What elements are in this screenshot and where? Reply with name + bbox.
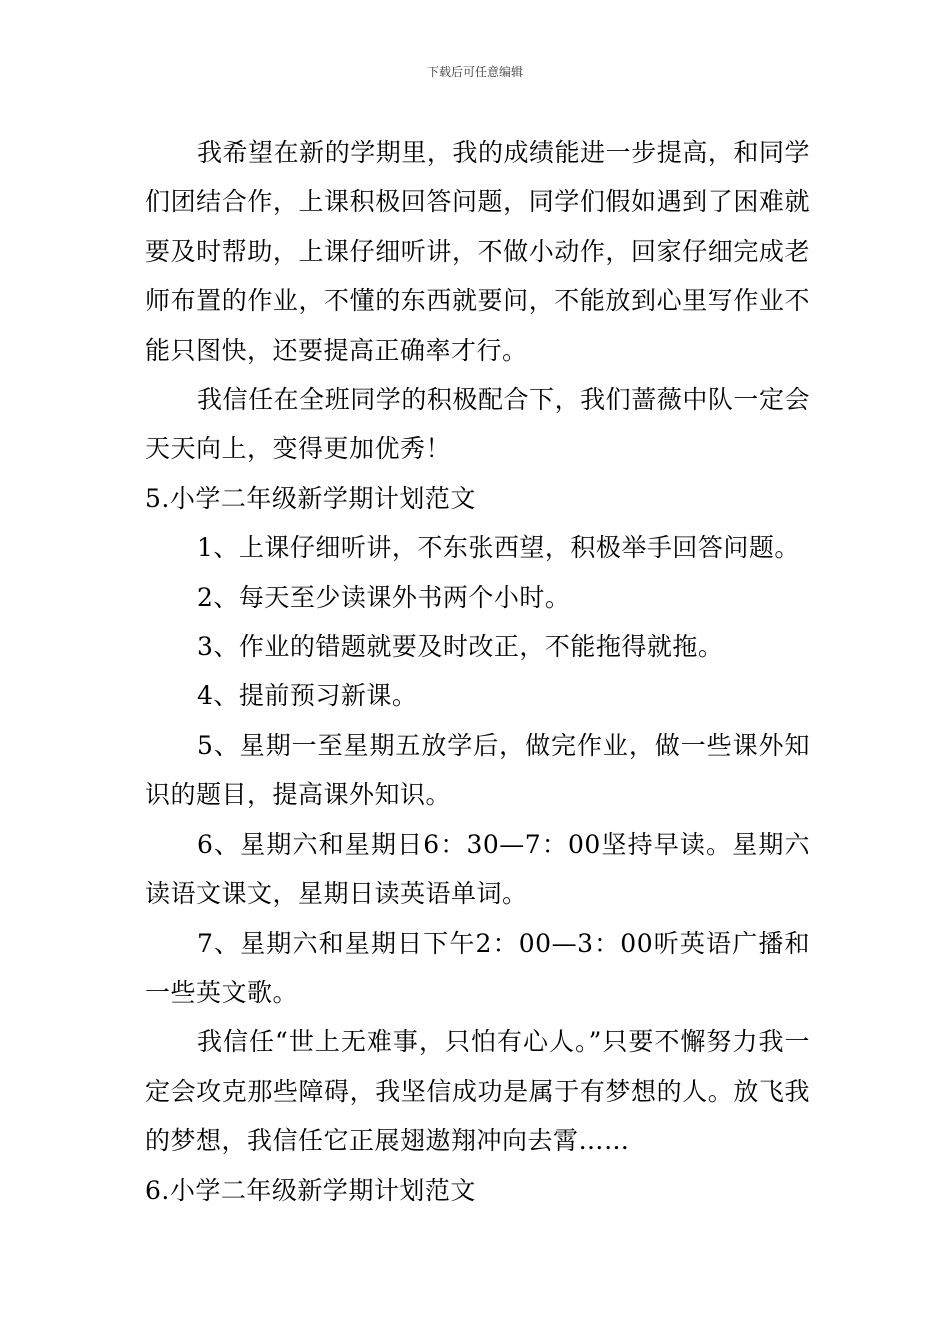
plan-item-4: 4、提前预习新课。 [197, 681, 418, 711]
plan-item-1: 1、上课仔细听讲，不东张西望，积极举手回答问题。 [197, 533, 800, 563]
document-body [145, 128, 810, 1215]
plan-item-5: 5、星期一至星期五放学后，做完作业，做一些课外知识的题目，提高课外知识。 [145, 730, 810, 810]
section-heading-5: 5.小学二年级新学期计划范文 [145, 483, 476, 513]
paragraph-study-goals: 我希望在新的学期里，我的成绩能进一步提高，和同学们团结合作，上课积极回答问题，同学们假如遇到了困难就要及时帮助，上课仔细听讲，不做小动作，回家仔细完成老师布置的作业，不懂的东西就要问，不能放到心里写作业不能只图快，还要提高正确率才行。 [145, 138, 810, 365]
section-heading-6: 6.小学二年级新学期计划范文 [145, 1175, 476, 1205]
page-header-note: 下载后可任意编辑 [426, 65, 523, 79]
paragraph-closing: 我信任“世上无难事，只怕有心人。”只要不懈努力我一定会攻克那些障碍，我坚信成功是属于有梦想的人。放飞我的梦想，我信任它正展翅遨翔冲向去霄…… [145, 1027, 810, 1156]
plan-item-7: 7、星期六和星期日下午2：00—3：00听英语广播和一些英文歌。 [145, 928, 810, 1007]
paragraph-class-wish: 我信任在全班同学的积极配合下，我们蔷薇中队一定会天天向上，变得更加优秀！ [145, 385, 810, 464]
plan-item-2: 2、每天至少读课外书两个小时。 [197, 582, 571, 612]
plan-item-6: 6、星期六和星期日6：30—7：00坚持早读。星期六读语文课文，星期日读英语单词。 [145, 829, 810, 909]
plan-item-3: 3、作业的错题就要及时改正，不能拖得就拖。 [197, 632, 724, 662]
